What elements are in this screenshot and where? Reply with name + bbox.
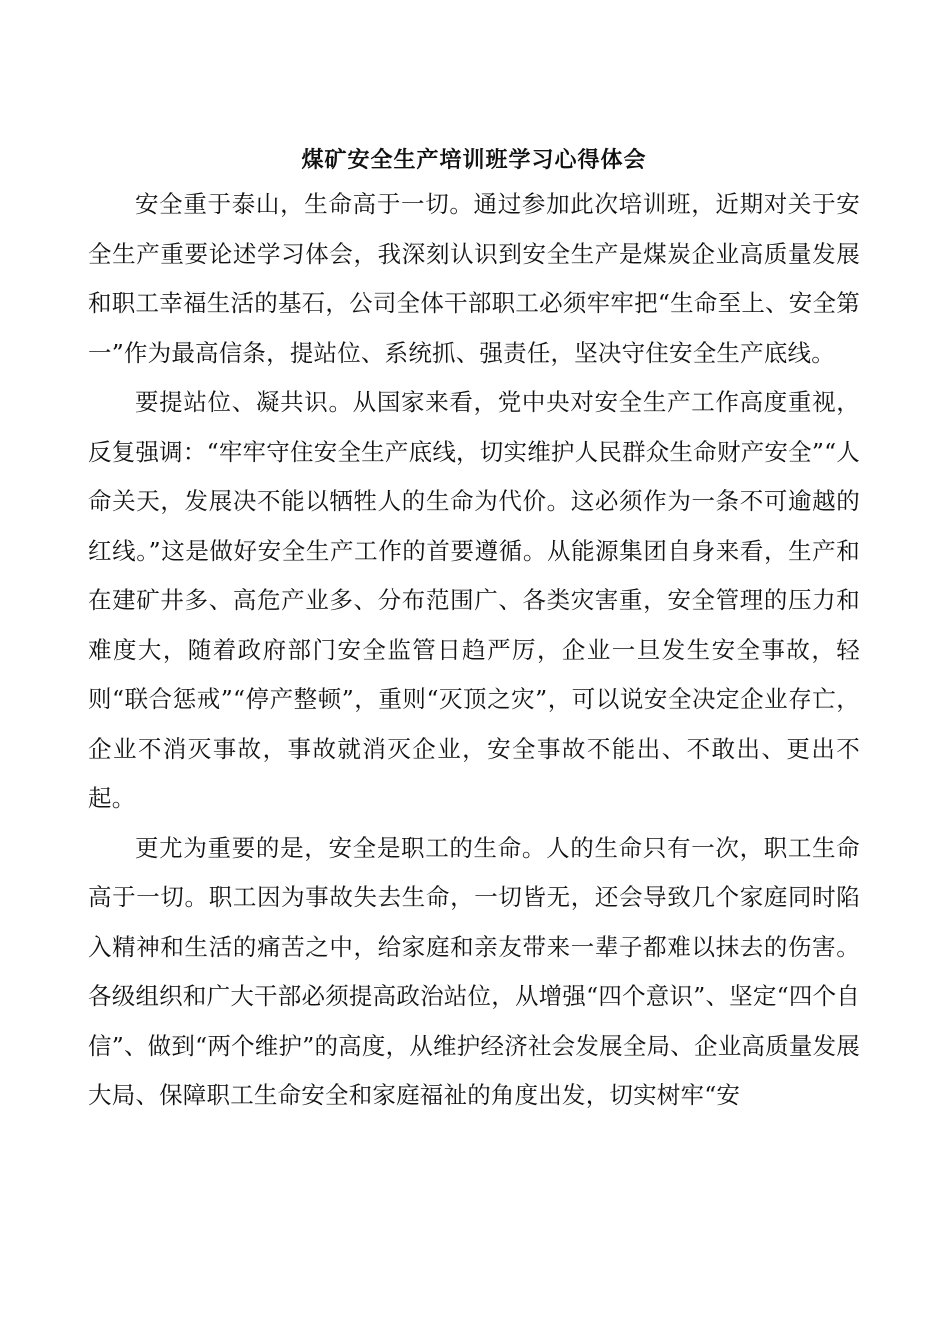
paragraph-1: 安全重于泰山，生命高于一切。通过参加此次培训班，近期对关于安全生产重要论述学习体会，我深刻认识到安全生产是煤炭企业高质量发展和职工幸福生活的基石，公司全体干部职工必须牢牢把“生命至上、安全第一”作为最高信条，提站位、系统抓、强责任，坚决守住安全生产底线。 bbox=[88, 190, 860, 367]
paragraph-3: 更尤为重要的是，安全是职工的生命。人的生命只有一次，职工生命高于一切。职工因为事故失去生命，一切皆无，还会导致几个家庭同时陷入精神和生活的痛苦之中，给家庭和亲友带来一辈子都难以抹去的伤害。各级组织和广大干部必须提高政治站位，从增强“四个意识”、坚定“四个自信”、做到“两个维护”的高度，从维护经济社会发展全局、企业高质量发展大局、保障职工生命安全和家庭福祉的角度出发，切实树牢“安 bbox=[88, 833, 860, 1109]
paragraph-2: 要提站位、凝共识。从国家来看，党中央对安全生产工作高度重视，反复强调：“牢牢守住安全生产底线，切实维护人民群众生命财产安全”“人命关天，发展决不能以牺牲人的生命为代价。这必须作为一条不可逾越的红线。”这是做好安全生产工作的首要遵循。从能源集团自身来看，生产和在建矿井多、高危产业多、分布范围广、各类灾害重，安全管理的压力和难度大，随着政府部门安全监管日趋严厉，企业一旦发生安全事故，轻则“联合惩戒”“停产整顿”，重则“灭顶之灾”，可以说安全决定企业存亡，企业不消灭事故，事故就消灭企业，安全事故不能出、不敢出、更出不起。 bbox=[88, 388, 860, 812]
document-title: 煤矿安全生产培训班学习心得体会 bbox=[301, 147, 647, 173]
document-page bbox=[88, 140, 860, 1121]
